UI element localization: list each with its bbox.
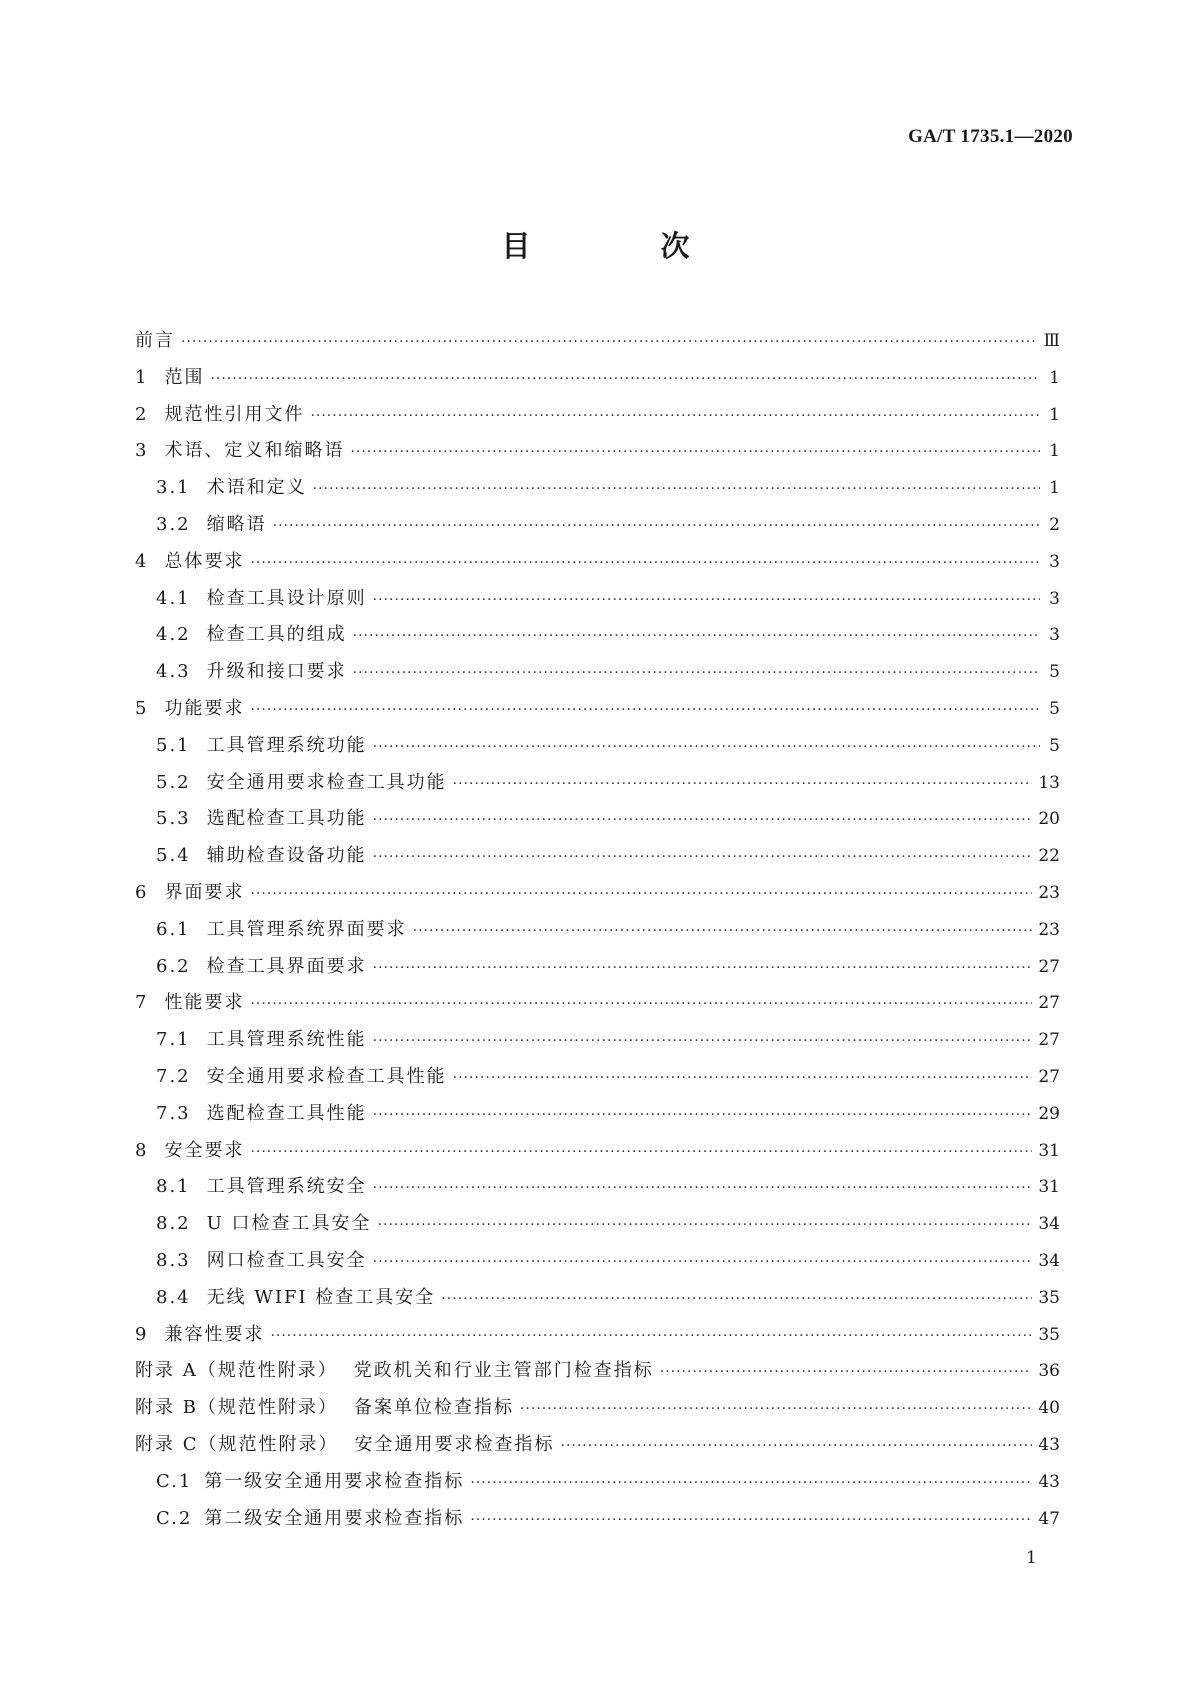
toc-entry-number: 7.2 <box>156 1065 191 1087</box>
toc-entry-page: 27 <box>1038 956 1060 977</box>
dot-leader <box>210 371 1040 387</box>
dot-leader <box>453 1070 1033 1086</box>
toc-entry[interactable] <box>135 1283 1060 1320</box>
toc-entry-label: 术语、定义和缩略语 <box>164 440 345 462</box>
toc-entry-number: 附录 B（规范性附录） <box>135 1397 338 1419</box>
toc-entry-page: 43 <box>1038 1471 1060 1492</box>
dot-leader <box>181 334 1038 350</box>
toc-entry-label: 界面要求 <box>164 881 245 903</box>
toc-entry-label: 安全通用要求检查工具性能 <box>206 1065 447 1087</box>
toc-entry-page: 3 <box>1049 625 1060 646</box>
toc-entry[interactable] <box>135 731 1060 768</box>
toc-entry-label: 工具管理系统性能 <box>206 1029 367 1051</box>
dot-leader <box>350 444 1040 460</box>
dot-leader <box>270 1328 1032 1344</box>
toc-entry[interactable] <box>135 1025 1060 1062</box>
toc-entry-number: 7.3 <box>156 1102 191 1124</box>
toc-entry-page: 3 <box>1049 588 1060 609</box>
toc-entry-label: 术语和定义 <box>206 477 307 499</box>
toc-entry-page: 1 <box>1049 367 1060 388</box>
toc-entry-page: 22 <box>1038 846 1060 867</box>
toc-entry-label: 兼容性要求 <box>164 1323 265 1345</box>
toc-entry-number: 5 <box>135 697 149 719</box>
toc-entry[interactable] <box>135 952 1060 989</box>
toc-entry[interactable] <box>135 694 1060 731</box>
toc-entry-number: 4 <box>135 550 149 572</box>
dot-leader <box>373 592 1040 608</box>
dot-leader <box>353 665 1040 681</box>
toc-entry-label: 检查工具的组成 <box>206 624 347 646</box>
dot-leader <box>373 812 1033 828</box>
toc-entry[interactable] <box>135 1430 1060 1467</box>
dot-leader <box>520 1401 1032 1417</box>
toc-entry[interactable] <box>135 473 1060 510</box>
toc-entry-page: 34 <box>1038 1214 1060 1235</box>
toc-entry-label: 缩略语 <box>206 513 267 535</box>
toc-entry-label: 无线 WIFI 检查工具安全 <box>206 1286 436 1308</box>
toc-entry-number: 5.3 <box>156 808 191 830</box>
page-number: 1 <box>1026 1548 1037 1568</box>
dot-leader <box>373 1107 1033 1123</box>
toc-entry-label: 安全通用要求检查指标 <box>354 1433 555 1455</box>
toc-entry[interactable] <box>135 363 1060 400</box>
toc-entry-label: 工具管理系统功能 <box>206 734 367 756</box>
toc-entry[interactable] <box>135 841 1060 878</box>
toc-entry-number: 8.3 <box>156 1249 191 1271</box>
toc-entry[interactable] <box>135 436 1060 473</box>
toc-entry[interactable] <box>135 620 1060 657</box>
toc-entry-number: 4.3 <box>156 661 191 683</box>
dot-leader <box>561 1438 1033 1454</box>
dot-leader <box>250 702 1040 718</box>
toc-entry-number: 1 <box>135 366 149 388</box>
toc-entry[interactable] <box>135 804 1060 841</box>
toc-entry-number: 附录 A（规范性附录） <box>135 1360 338 1382</box>
dot-leader <box>250 996 1032 1012</box>
toc-entry-page: 1 <box>1049 404 1060 425</box>
toc-entry-page: 35 <box>1038 1324 1060 1345</box>
dot-leader <box>441 1291 1032 1307</box>
toc-entry[interactable] <box>135 915 1060 952</box>
toc-entry[interactable] <box>135 768 1060 805</box>
toc-entry-label: 选配检查工具性能 <box>206 1102 367 1124</box>
toc-entry[interactable] <box>135 1356 1060 1393</box>
toc-entry-page: 3 <box>1049 551 1060 572</box>
toc-entry-number: C.1 <box>156 1470 193 1492</box>
dot-leader <box>250 886 1032 902</box>
dot-leader <box>373 1033 1033 1049</box>
toc-entry-number: 4.2 <box>156 624 191 646</box>
dot-leader <box>373 849 1033 865</box>
toc-entry[interactable] <box>135 1099 1060 1136</box>
dot-leader <box>310 408 1040 424</box>
dot-leader <box>470 1475 1032 1491</box>
toc-entry[interactable] <box>135 1393 1060 1430</box>
toc-entry-page: 43 <box>1038 1434 1060 1455</box>
toc-entry-page: 5 <box>1049 735 1060 756</box>
toc-entry[interactable] <box>135 547 1060 584</box>
dot-leader <box>373 739 1040 755</box>
toc-entry-page: 31 <box>1038 1140 1060 1161</box>
toc-entry-number: 8.1 <box>156 1176 191 1198</box>
page-title: 目 次 <box>501 229 750 263</box>
toc-entry-page: 36 <box>1038 1361 1060 1382</box>
toc-entry[interactable] <box>135 1320 1060 1357</box>
dot-leader <box>453 776 1033 792</box>
toc-entry[interactable] <box>135 1246 1060 1283</box>
toc-entry-label: 辅助检查设备功能 <box>206 845 367 867</box>
toc-entry-page: 40 <box>1038 1398 1060 1419</box>
toc-entry-number: 3.1 <box>156 477 191 499</box>
toc-entry-label: 规范性引用文件 <box>164 403 305 425</box>
dot-leader <box>413 923 1033 939</box>
toc-entry-page: 5 <box>1049 698 1060 719</box>
toc-entry[interactable] <box>135 988 1060 1025</box>
toc-entry-page: 1 <box>1049 478 1060 499</box>
toc-entry-page: 29 <box>1038 1103 1060 1124</box>
dot-leader <box>250 555 1040 571</box>
toc-entry[interactable] <box>135 1209 1060 1246</box>
toc-entry-page: 35 <box>1038 1287 1060 1308</box>
toc-entry-label: 升级和接口要求 <box>206 661 347 683</box>
toc-entry[interactable] <box>135 1062 1060 1099</box>
toc-entry-number: 6 <box>135 881 149 903</box>
toc-entry-number: 3 <box>135 440 149 462</box>
toc-entry-label: 第一级安全通用要求检查指标 <box>204 1470 465 1492</box>
dot-leader <box>373 960 1033 976</box>
toc-entry-label: 功能要求 <box>164 697 245 719</box>
toc-entry-page: 2 <box>1049 514 1060 535</box>
toc-entry-label: 选配检查工具功能 <box>206 808 367 830</box>
toc-entry[interactable] <box>135 400 1060 437</box>
toc-entry-label: 备案单位检查指标 <box>353 1397 514 1419</box>
toc-entry-page: 5 <box>1049 662 1060 683</box>
toc-entry-label: 范围 <box>164 366 205 388</box>
dot-leader <box>660 1364 1033 1380</box>
toc-entry-page: 13 <box>1038 772 1060 793</box>
toc-entry-number: 6.1 <box>156 918 191 940</box>
toc-entry-page: 27 <box>1038 1030 1060 1051</box>
toc-entry-number: 附录 C（规范性附录） <box>135 1433 339 1455</box>
toc-entry[interactable] <box>135 584 1060 621</box>
toc-entry-page: 23 <box>1038 882 1060 903</box>
toc-entry-number: C.2 <box>156 1507 193 1529</box>
toc-entry-label: 安全要求 <box>164 1139 245 1161</box>
toc-entry[interactable] <box>135 1172 1060 1209</box>
toc-entry-number: 2 <box>135 403 149 425</box>
dot-leader <box>373 1254 1033 1270</box>
toc-entry-label: 工具管理系统界面要求 <box>206 918 407 940</box>
toc-entry-page: 27 <box>1038 1066 1060 1087</box>
toc-entry-number: 9 <box>135 1323 149 1345</box>
dot-leader <box>378 1217 1033 1233</box>
toc-entry-label: 检查工具界面要求 <box>206 955 367 977</box>
toc-entry-page: 23 <box>1038 919 1060 940</box>
toc-entry-number: 5.2 <box>156 771 191 793</box>
dot-leader <box>273 518 1040 534</box>
toc-entry-number: 7.1 <box>156 1029 191 1051</box>
toc-entry-number: 8.4 <box>156 1286 191 1308</box>
toc-entry-page: 1 <box>1049 441 1060 462</box>
toc-entry-page: 20 <box>1038 809 1060 830</box>
toc-entry-page: 47 <box>1038 1508 1060 1529</box>
dot-leader <box>250 1144 1032 1160</box>
toc-entry-label: 第二级安全通用要求检查指标 <box>204 1507 465 1529</box>
toc-entry-page: 31 <box>1038 1177 1060 1198</box>
toc-entry-number: 8.2 <box>156 1213 191 1235</box>
toc-entry[interactable] <box>135 1504 1060 1541</box>
toc-entry-label: 网口检查工具安全 <box>206 1249 367 1271</box>
toc-entry-number: 5.4 <box>156 845 191 867</box>
toc-entry[interactable] <box>135 510 1060 547</box>
toc-entry-number: 7 <box>135 992 149 1014</box>
dot-leader <box>353 628 1040 644</box>
toc-entry-label: 总体要求 <box>164 550 245 572</box>
toc-entry-label: 党政机关和行业主管部门检查指标 <box>353 1360 654 1382</box>
toc-entry-number: 6.2 <box>156 955 191 977</box>
table-of-contents <box>135 326 1060 1540</box>
toc-entry-number: 5.1 <box>156 734 191 756</box>
toc-entry-page: Ⅲ <box>1043 331 1060 351</box>
toc-entry-page: 34 <box>1038 1250 1060 1271</box>
toc-entry-number: 3.2 <box>156 513 191 535</box>
toc-entry-label: 检查工具设计原则 <box>206 587 367 609</box>
toc-entry-label: 性能要求 <box>164 992 245 1014</box>
toc-entry[interactable] <box>135 1467 1060 1504</box>
toc-entry[interactable] <box>135 878 1060 915</box>
dot-leader <box>373 1180 1033 1196</box>
toc-entry[interactable] <box>135 326 1060 363</box>
standard-code: GA/T 1735.1—2020 <box>908 126 1073 147</box>
toc-entry-label: 工具管理系统安全 <box>206 1176 367 1198</box>
toc-entry[interactable] <box>135 657 1060 694</box>
toc-entry-number: 4.1 <box>156 587 191 609</box>
toc-entry-label: 安全通用要求检查工具功能 <box>206 771 447 793</box>
toc-entry-page: 27 <box>1038 993 1060 1014</box>
dot-leader <box>313 481 1040 497</box>
dot-leader <box>470 1512 1032 1528</box>
toc-entry-label: 前言 <box>135 330 175 351</box>
toc-entry-label: U 口检查工具安全 <box>206 1213 372 1235</box>
toc-entry[interactable] <box>135 1136 1060 1173</box>
toc-entry-number: 8 <box>135 1139 149 1161</box>
